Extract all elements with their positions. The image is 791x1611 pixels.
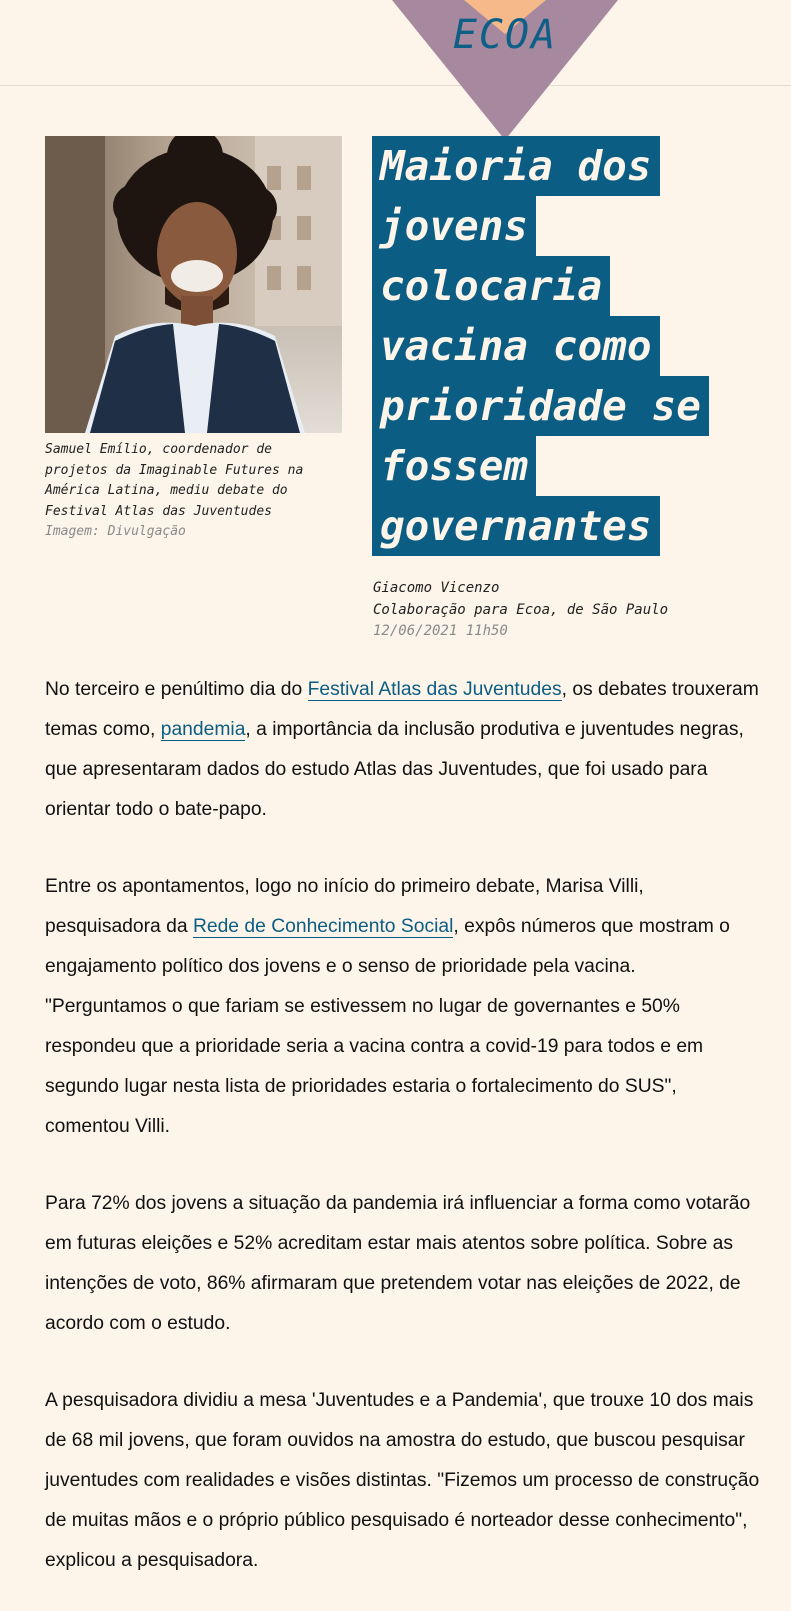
byline — [373, 578, 773, 643]
image-credit: Imagem: Divulgação — [45, 524, 186, 539]
ecoa-logo[interactable] — [392, 0, 618, 140]
paragraph-text: , os debates trouxeram temas como, — [45, 679, 759, 740]
paragraph — [45, 670, 761, 830]
festival-link[interactable]: Festival Atlas das Juventudes — [307, 679, 562, 700]
headline-line: fossem — [372, 436, 536, 496]
paragraph-text: , a importância da inclusão produtiva e juventudes negras, que apresentaram dados do estudo Atlas das Juventudes, que foi usado para orientar todo o bate-papo. — [45, 719, 744, 820]
paragraph: Para 72% dos jovens a situação da pandemia irá influenciar a forma como votarão em futuras eleições e 52% acreditam estar mais atentos sobre política. Sobre as intenções de voto, 86% afirmaram que pretendem votar nas eleições de 2022, de acordo com o estudo. — [45, 1193, 751, 1334]
headline-line: prioridade se — [372, 376, 709, 436]
article-body — [45, 670, 761, 1611]
headline-line: vacina como — [372, 316, 660, 376]
paragraph-text: Entre os apontamentos, logo no início do primeiro debate, Marisa Villi, pesquisadora da — [45, 876, 644, 937]
author-role: Colaboração para Ecoa, de São Paulo — [373, 601, 669, 618]
paragraph-text: , expôs números que mostram o engajamento político dos jovens e o senso de prioridade pela vacina. "Perguntamos o que fariam se estivessem no lugar de governantes e 50% respondeu que a prioridade seria a vacina contra a covid-19 para todos e em segundo lugar nesta lista de prioridades estaria o fortalecimento do SUS", comentou Villi. — [45, 916, 730, 1137]
paragraph: A pesquisadora dividiu a mesa 'Juventudes e a Pandemia', que trouxe 10 dos mais de 68 mil jovens, que foram ouvidos na amostra do estudo, que buscou pesquisar juventudes com realidades e visões distintas. "Fizemos um processo de construção de muitas mãos e o próprio público pesquisado é norteador desse conhecimento", explicou a pesquisadora. — [45, 1390, 760, 1571]
author-name: Giacomo Vicenzo — [373, 580, 500, 596]
headline-line: jovens — [372, 196, 536, 256]
rede-conhecimento-link[interactable]: Rede de Conhecimento Social — [192, 916, 454, 937]
paragraph-text: No terceiro e penúltimo dia do — [45, 679, 308, 700]
headline-line: governantes — [372, 496, 660, 556]
publish-date: 12/06/2021 11h50 — [373, 623, 508, 639]
headline-line: Maioria dos — [372, 136, 660, 196]
hero-photo — [45, 136, 342, 433]
headline — [372, 136, 752, 556]
paragraph — [45, 867, 761, 1147]
caption-text: Samuel Emílio, coordenador de projetos da Imaginable Futures na América Latina, mediu debate do Festival Atlas das Juventudes — [45, 442, 304, 519]
photo-caption — [45, 440, 320, 543]
headline-line: colocaria — [372, 256, 610, 316]
logo-text: ECOA — [452, 12, 558, 58]
pandemia-link[interactable]: pandemia — [160, 719, 246, 740]
